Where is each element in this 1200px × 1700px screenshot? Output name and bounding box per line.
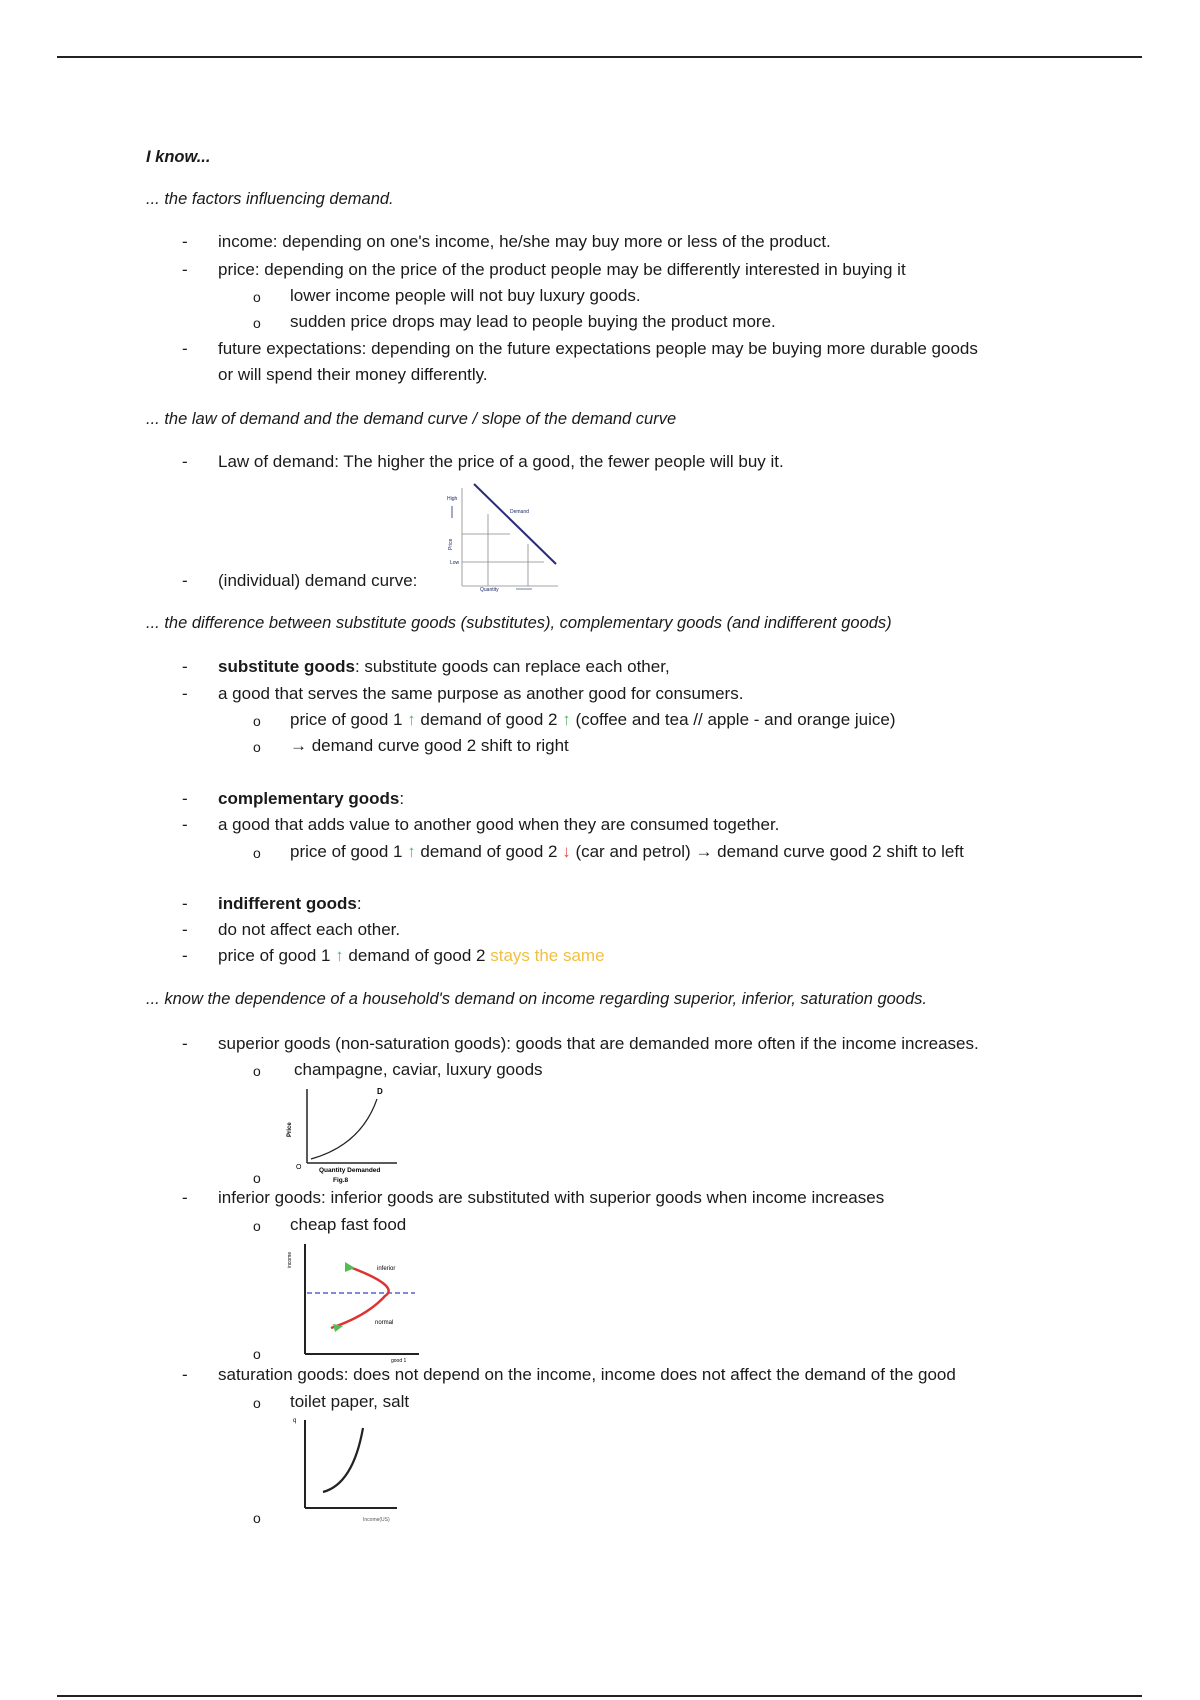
sub-bullet-circle: o — [253, 1218, 261, 1234]
sub-bullet-circle: o — [253, 1346, 261, 1362]
bullet-dash: - — [182, 657, 188, 676]
text-demand-good-2: demand of good 2 — [343, 946, 491, 965]
bullet-indifferent-goods — [218, 894, 362, 914]
arrow-down-icon: ↓ — [562, 842, 571, 861]
fig-inferior-label: inferior — [377, 1266, 396, 1272]
complementary-goods-label: complementary goods — [218, 789, 400, 808]
indifferent-goods-label: indifferent goods — [218, 894, 357, 913]
bullet-dash: - — [182, 1365, 188, 1384]
sub-bullet-lower-income: lower income people will not buy luxury goods. — [290, 286, 641, 305]
sub-bullet-complementary-example — [290, 842, 964, 862]
section-heading-income-dependence: ... know the dependence of a household's demand on income regarding superior, inferior, saturation goods. — [146, 990, 927, 1008]
bullet-superior-goods: superior goods (non-saturation goods): goods that are demanded more often if the income increases. — [218, 1034, 979, 1053]
sub-bullet-circle: o — [253, 315, 261, 331]
bullet-complementary-goods — [218, 789, 404, 809]
arrow-up-icon: ↑ — [335, 946, 344, 965]
sub-bullet-circle: o — [253, 1063, 261, 1079]
text-price-good-1: price of good 1 — [218, 946, 336, 965]
sub-bullet-saturation-example: toilet paper, salt — [290, 1392, 410, 1411]
substitute-goods-label: substitute goods — [218, 657, 355, 676]
fig-saturation-curve — [323, 1428, 363, 1492]
saturation-goods-figure — [285, 1412, 410, 1524]
fig-q-label: q — [293, 1418, 297, 1424]
bullet-dash: - — [182, 339, 188, 358]
fig-normal-label: normal — [375, 1320, 394, 1326]
sub-bullet-price-drops: sudden price drops may lead to people buying the product more. — [290, 312, 776, 331]
bullet-individual-demand-curve: (individual) demand curve: — [218, 571, 418, 590]
colon: : — [399, 789, 405, 808]
bullet-law-of-demand: Law of demand: The higher the price of a good, the fewer people will buy it. — [218, 452, 784, 471]
bullet-indifferent-definition: do not affect each other. — [218, 920, 401, 939]
bullet-inferior-goods: inferior goods: inferior goods are substituted with superior goods when income increases — [218, 1188, 885, 1207]
bullet-dash: - — [182, 894, 188, 913]
text-stays-the-same: stays the same — [490, 946, 605, 965]
section-heading-law-of-demand: ... the law of demand and the demand curve / slope of the demand curve — [146, 410, 677, 428]
fig-price-label: Price — [448, 538, 454, 550]
sub-bullet-substitute-example — [290, 710, 896, 730]
bullet-dash: - — [182, 684, 188, 703]
bullet-substitute-goods — [218, 657, 670, 677]
bullet-complementary-definition: a good that adds value to another good when they are consumed together. — [218, 815, 780, 834]
substitute-goods-text: : substitute goods can replace each other, — [354, 657, 670, 676]
sub-bullet-circle: o — [253, 739, 261, 755]
sub-bullet-superior-example: champagne, caviar, luxury goods — [294, 1060, 543, 1079]
bullet-dash: - — [182, 232, 188, 251]
top-rule — [57, 56, 1142, 58]
bullet-dash: - — [182, 1034, 188, 1053]
bullet-dash: - — [182, 571, 188, 590]
bottom-rule — [57, 1695, 1142, 1697]
sub-bullet-circle: o — [253, 1510, 261, 1526]
bullet-dash: - — [182, 1188, 188, 1207]
fig-income-label: Income(US) — [363, 1517, 390, 1523]
fig-demand-label: Demand — [510, 509, 529, 515]
bullet-dash: - — [182, 920, 188, 939]
fig-high-label: High — [447, 496, 458, 502]
text-price-good-1: price of good 1 — [290, 842, 408, 861]
colon: : — [356, 894, 362, 913]
sub-bullet-shift-right: → demand curve good 2 shift to right — [290, 736, 569, 755]
bullet-price: price: depending on the price of the product people may be differently interested in buying it — [218, 260, 906, 279]
text-demand-good-2: demand of good 2 — [415, 842, 563, 861]
text-complementary-examples: (car and petrol) → demand curve good 2 shift to left — [570, 842, 964, 861]
text-demand-good-2: demand of good 2 — [415, 710, 563, 729]
section-heading-factors: ... the factors influencing demand. — [146, 190, 394, 208]
bullet-substitute-purpose: a good that serves the same purpose as another good for consumers. — [218, 684, 744, 703]
fig-price-label: Price — [287, 1122, 293, 1137]
demand-curve-figure — [440, 478, 570, 594]
sub-bullet-circle: o — [253, 1170, 261, 1186]
bullet-indifferent-example — [218, 946, 605, 966]
bullet-dash: - — [182, 815, 188, 834]
section-heading-substitute-complementary: ... the difference between substitute goods (substitutes), complementary goods (and indifferent goods) — [146, 614, 892, 632]
sub-bullet-circle: o — [253, 713, 261, 729]
fig-quantity-label: Quantity — [480, 587, 499, 593]
fig-number-label: Fig.8 — [333, 1177, 349, 1184]
bullet-dash: - — [182, 789, 188, 808]
sub-bullet-circle: o — [253, 1395, 261, 1411]
bullet-dash: - — [182, 946, 188, 965]
arrow-up-icon: ↑ — [407, 842, 416, 861]
fig-inferior-curve — [331, 1266, 389, 1328]
arrow-up-icon: ↑ — [407, 710, 416, 729]
fig-low-label: Low — [450, 560, 460, 566]
fig-arrow-inferior — [345, 1262, 355, 1272]
fig-demand-line — [474, 484, 556, 564]
page-title: I know... — [146, 148, 211, 166]
sub-bullet-circle: o — [253, 289, 261, 305]
bullet-future-expectations: future expectations: depending on the future expectations people may be buying more durable goods — [218, 339, 978, 358]
bullet-saturation-goods: saturation goods: does not depend on the income, income does not affect the demand of the good — [218, 1365, 956, 1384]
bullet-future-expectations-cont: or will spend their money differently. — [218, 365, 488, 384]
fig-good-label: good 1 — [391, 1358, 407, 1364]
bullet-dash: - — [182, 452, 188, 471]
fig-quantity-demanded-label: Quantity Demanded — [319, 1167, 381, 1174]
sub-bullet-inferior-example: cheap fast food — [290, 1215, 407, 1234]
bullet-dash: - — [182, 260, 188, 279]
fig-superior-curve — [311, 1099, 377, 1159]
text-price-good-1: price of good 1 — [290, 710, 408, 729]
inferior-goods-figure — [285, 1238, 425, 1368]
superior-goods-figure — [285, 1085, 405, 1191]
fig-d-label: D — [377, 1087, 383, 1096]
bullet-income: income: depending on one's income, he/she may buy more or less of the product. — [218, 232, 831, 251]
sub-bullet-circle: o — [253, 845, 261, 861]
arrow-up-icon: ↑ — [562, 710, 571, 729]
fig-income-label: income — [287, 1251, 293, 1268]
fig-origin-label: O — [296, 1164, 302, 1171]
text-substitute-examples: (coffee and tea // apple - and orange juice) — [570, 710, 896, 729]
